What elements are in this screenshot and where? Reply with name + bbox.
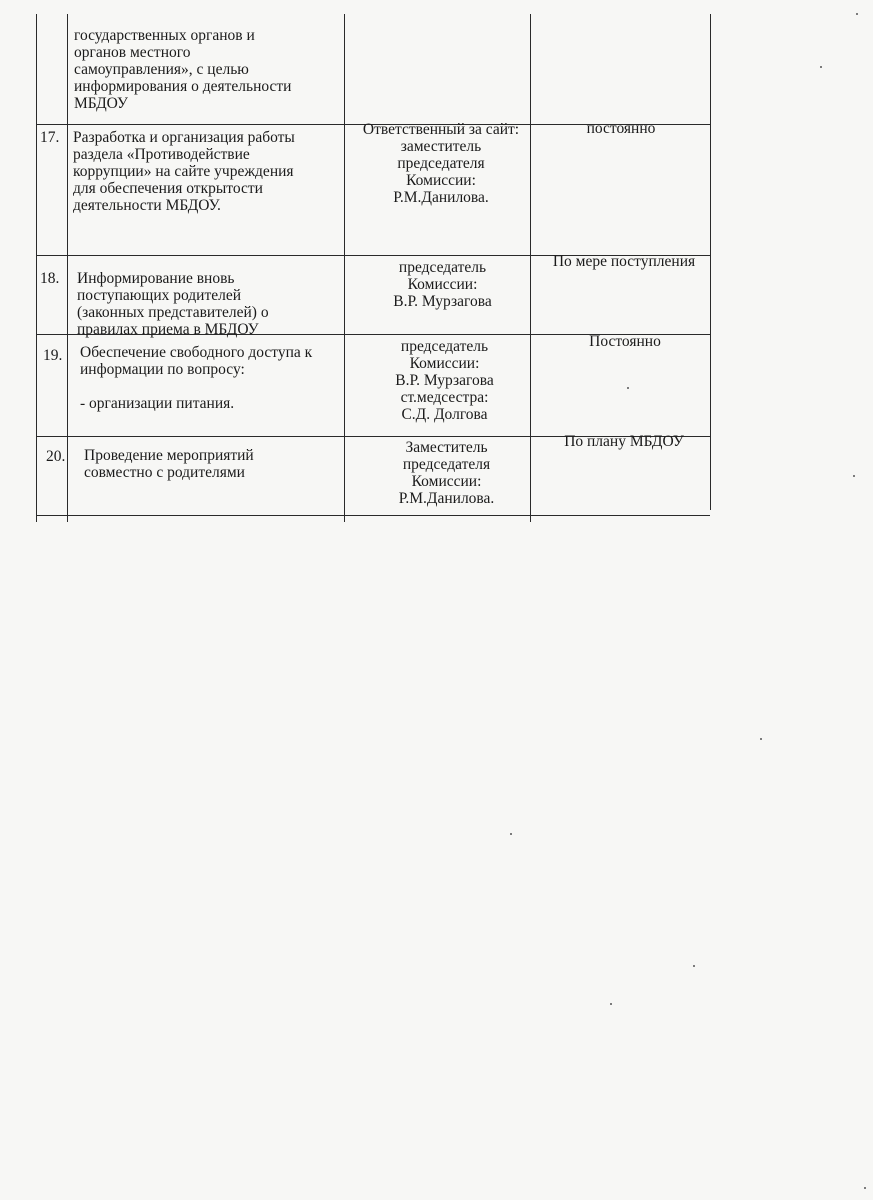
scan-speck [693,965,695,967]
activity-cell: Разработка и организация работы раздела «Противодействие коррупции» на сайте учреждения для обеспечения открытости деятельности МБДОУ. [73,129,295,214]
scan-speck [510,833,512,835]
activity-cell: Проведение мероприятий совместно с родителями [84,447,254,481]
row-number: 19. [43,347,63,364]
table-divider-num [67,14,68,522]
responsible-cell: Ответственный за сайт: заместитель председателя Комиссии: Р.М.Данилова. [362,121,520,206]
term-cell: постоянно [586,120,656,137]
scan-speck [856,13,858,15]
scan-speck [820,66,822,68]
scan-speck [853,475,855,477]
row-number: 17. [40,129,60,146]
row-number: 18. [40,270,60,287]
scan-speck [864,1187,866,1189]
activity-cell: государственных органов и органов местного самоуправления», с целью информирования о деятельности МБДОУ [74,27,292,112]
scan-speck [610,1003,612,1005]
activity-cell: Информирование вновь поступающих родителей (законных представителей) о правилах приема в МБДОУ [77,270,269,338]
scan-speck [760,738,762,740]
row-number: 20. [46,448,66,465]
term-cell: По мере поступления [552,253,696,270]
table-border-left [36,14,37,522]
table-border-bottom [36,515,710,516]
responsible-cell: председатель Комиссии: В.Р. Мурзагова ст.медсестра: С.Д. Долгова [395,338,494,423]
activity-cell: Обеспечение свободного доступа к информации по вопросу: - организации питания. [80,344,313,412]
responsible-cell: Заместитель председателя Комиссии: Р.М.Данилова. [398,439,495,507]
table-divider-activity [344,14,345,522]
term-cell: Постоянно [589,333,661,350]
term-cell: По плану МБДОУ [564,433,684,450]
responsible-cell: председатель Комиссии: В.Р. Мурзагова [393,259,492,310]
scan-speck [627,387,629,389]
